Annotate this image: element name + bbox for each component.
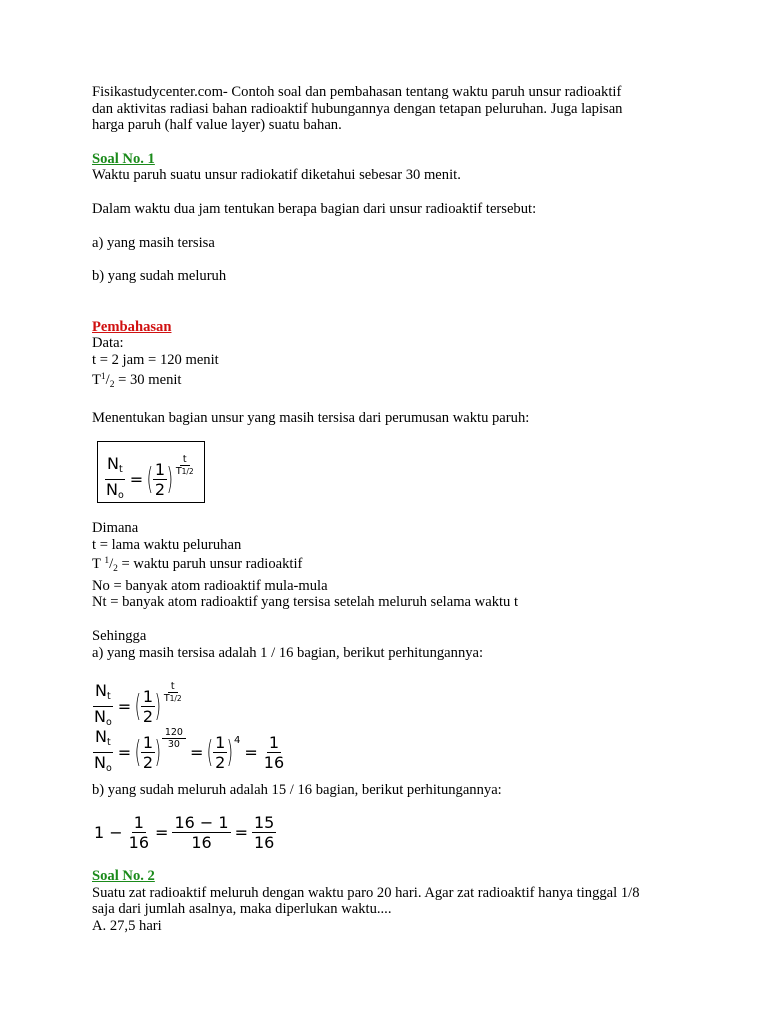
intro-line-2: dan aktivitas radiasi bahan radioaktif hubungannya dengan tetapan peluruhan. Juga lapisan [92, 100, 623, 117]
half-life-T: T [92, 371, 101, 388]
pembahasan-heading: Pembahasan [92, 318, 172, 335]
soal2-heading: Soal No. 2 [92, 868, 155, 884]
soal1-option-a: a) yang masih tersisa [92, 234, 215, 251]
def-Nt: Nt = banyak atom radioaktif yang tersisa setelah meluruh selama waktu t [92, 594, 519, 611]
definitions-block [92, 520, 692, 661]
half-life-sub: 2 [109, 379, 115, 390]
soal1-heading: Soal No. 1 [92, 150, 155, 167]
part-b-formula: 1 − $\frac{1}{16}$ = $\frac{16 - 1}{16}$ = $\frac{15}{16}$ [94, 813, 275, 852]
def-No: No = banyak atom radioaktif mula-mula [92, 577, 328, 594]
soal2-block [92, 868, 692, 934]
boxed-formula: $\frac{N_t}{N_o}$ = ( $\frac{1}{2}$ ) $\frac{t}{T1/2}$ [104, 455, 196, 504]
data-t-line: t = 2 jam = 120 menit [92, 351, 219, 368]
part-b-block [92, 782, 692, 799]
exponent-t-over-T: $\frac{t}{T1/2}$ [175, 454, 194, 477]
part-a-formula-1: $\frac{N_t}{N_o}$ = ( $\frac{1}{2}$ ) $\frac{t}{T1/2}$ [94, 681, 182, 728]
half-life-value: = 30 menit [114, 371, 182, 388]
def-T: T $^1/_2$ = waktu paruh unsur radioaktif [92, 556, 303, 575]
def-t: t = lama waktu peluruhan [92, 536, 242, 553]
part-b-line: b) yang sudah meluruh adalah 15 / 16 bagian, berikut perhitungannya: [92, 782, 502, 798]
one-half: $\frac{1}{2}$ [154, 460, 166, 499]
data-half-life-line: $T^1/_2 = 30$ menit [92, 371, 182, 390]
soal2-option-a: A. 27,5 hari [92, 917, 162, 934]
sehingga-label: Sehingga [92, 627, 147, 644]
part-a-line: a) yang masih tersisa adalah 1 / 16 bagian, berikut perhitungannya: [92, 644, 484, 661]
part-a-formula-2: $\frac{N_t}{N_o}$ = ( $\frac{1}{2}$ ) $\frac{120}{30}$ = ( $\frac{1}{2}$ ) 4 = $\frac{1}{16}$ [94, 727, 285, 774]
soal2-line-2: saja dari jumlah asalnya, maka diperlukan waktu.... [92, 901, 392, 918]
equals-sign: = [129, 470, 144, 489]
intro-line-1: Fisikastudycenter.com- Contoh soal dan pembahasan tentang waktu paruh unsur radioaktif [92, 84, 622, 100]
soal1-option-b: b) yang sudah meluruh [92, 268, 227, 285]
soal1-question: Dalam waktu dua jam tentukan berapa bagian dari unsur radioaktif tersebut: [92, 200, 537, 217]
menentukan-text: Menentukan bagian unsur yang masih tersisa dari perumusan waktu paruh: [92, 410, 530, 427]
nt-over-no: $\frac{N_t}{N_o}$ [106, 454, 124, 501]
intro-line-3: harga paruh (half value layer) suatu bahan. [92, 117, 342, 134]
dimana-label: Dimana [92, 520, 139, 536]
data-label: Data: [92, 335, 124, 352]
soal2-line-1: Suatu zat radioaktif meluruh dengan waktu paro 20 hari. Agar zat radioaktif hanya tinggal 1/8 [92, 884, 640, 901]
document-page [92, 84, 692, 427]
half-life-sup: 1 [100, 371, 106, 382]
soal1-statement: Waktu paruh suatu unsur radiokatif diketahui sebesar 30 menit. [92, 167, 461, 184]
